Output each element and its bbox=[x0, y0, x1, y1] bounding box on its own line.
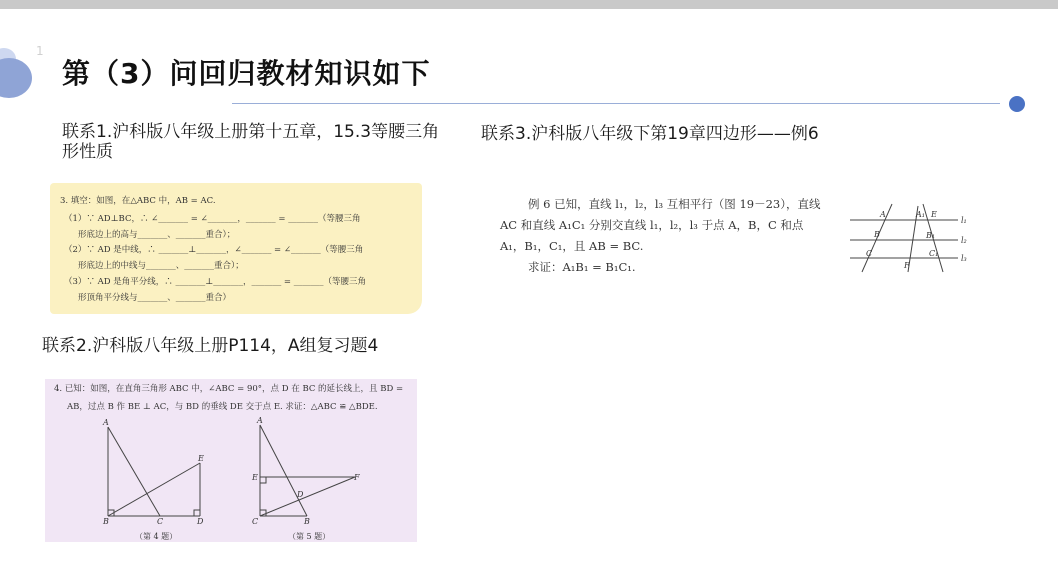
figure4-labels bbox=[102, 418, 204, 526]
ex3-line: （3）∵ AD 是角平分线，∴ _______⊥_______，_______ = _______（等腰三角 bbox=[64, 277, 366, 287]
fig6-label-l1: l₁ bbox=[961, 216, 967, 225]
ex3-line: 形顶角平分线与_______、_______重合） bbox=[78, 293, 232, 303]
fig6-label-c1: C₁ bbox=[929, 249, 939, 258]
link3-label: 联系3.沪科版八年级下第19章四边形——例6 bbox=[481, 124, 819, 144]
exercise3-panel bbox=[50, 183, 422, 314]
fig5-point-c: C bbox=[252, 517, 259, 526]
fig5-point-a: A bbox=[257, 416, 263, 425]
ex4-line: 4. 已知：如图，在直角三角形 ABC 中，∠ABC = 90°，点 D 在 BC 的延长线上，且 BD = bbox=[54, 384, 404, 394]
figure5-labels bbox=[251, 416, 360, 526]
fig5-point-d: D bbox=[297, 490, 304, 499]
ex4-line: AB，过点 B 作 BE ⊥ AC，与 BD 的垂线 DE 交于点 E. 求证：△ABC ≌ △BDE. bbox=[67, 402, 378, 412]
fig6-label-l2: l₂ bbox=[961, 236, 967, 245]
fig4-point-b: B bbox=[103, 517, 109, 526]
fig6-label-a1: A₁ bbox=[916, 210, 925, 219]
fig5-point-e: E bbox=[252, 473, 258, 482]
example6-figure bbox=[846, 200, 976, 275]
figure5 bbox=[260, 425, 355, 516]
ex6-line: 例 6 已知，直线 l₁，l₂，l₃ 互相平行（图 19－23），直线 bbox=[528, 197, 821, 211]
title-divider bbox=[232, 103, 1000, 104]
fig5-caption: （第 5 题） bbox=[288, 532, 331, 541]
ex6-line: 求证：A₁B₁ = B₁C₁. bbox=[528, 260, 636, 274]
fig6-label-b1: B₁ bbox=[926, 231, 936, 240]
link1-label: 联系1.沪科版八年级上册第十五章，15.3等腰三角形性质 bbox=[62, 122, 440, 162]
decor-circle-large bbox=[0, 58, 32, 98]
ex3-line: 形底边上的中线与_______、_______重合）； bbox=[78, 261, 244, 271]
fig4-point-c: C bbox=[157, 517, 164, 526]
fig5-point-f: F bbox=[354, 473, 360, 482]
figure4 bbox=[108, 427, 200, 516]
divider-dot bbox=[1009, 96, 1025, 112]
ex3-line: （1）∵ AD⊥BC，∴ ∠_______ = ∠_______，_______ = _______（等腰三角 bbox=[64, 214, 361, 224]
fig4-point-e: E bbox=[198, 454, 204, 463]
ex3-line: 形底边上的高与_______、_______重合）； bbox=[78, 230, 236, 240]
slide-title: 第（3）问回归教材知识如下 bbox=[62, 57, 431, 90]
exercise4-panel bbox=[45, 379, 417, 542]
fig6-label-b: B bbox=[874, 230, 880, 239]
fig4-point-d: D bbox=[197, 517, 204, 526]
ex3-line: 3. 填空：如图，在△ABC 中，AB = AC. bbox=[60, 196, 216, 206]
fig6-label-f: F bbox=[904, 261, 910, 270]
ex3-line: （2）∵ AD 是中线，∴ _______⊥_______，∠_______ = ∠_______（等腰三角 bbox=[64, 245, 364, 255]
fig6-label-c: C bbox=[866, 249, 873, 258]
slide-number: 1 bbox=[36, 44, 44, 58]
fig6-label-l3: l₃ bbox=[961, 254, 967, 263]
fig5-point-b: B bbox=[304, 517, 310, 526]
example6-text bbox=[500, 194, 845, 278]
ex6-line: A₁，B₁，C₁，且 AB = BC. bbox=[500, 239, 644, 253]
top-bar bbox=[0, 0, 1058, 9]
link2-label: 联系2.沪科版八年级上册P114，A组复习题4 bbox=[42, 336, 379, 356]
fig4-caption: （第 4 题） bbox=[135, 532, 178, 541]
fig6-label-e: E bbox=[931, 210, 937, 219]
exercise4-figures bbox=[45, 379, 417, 542]
fig6-label-a: A bbox=[880, 210, 886, 219]
fig4-point-a: A bbox=[103, 418, 109, 427]
ex6-line: AC 和直线 A₁C₁ 分别交直线 l₁，l₂，l₃ 于点 A，B，C 和点 bbox=[500, 218, 804, 232]
